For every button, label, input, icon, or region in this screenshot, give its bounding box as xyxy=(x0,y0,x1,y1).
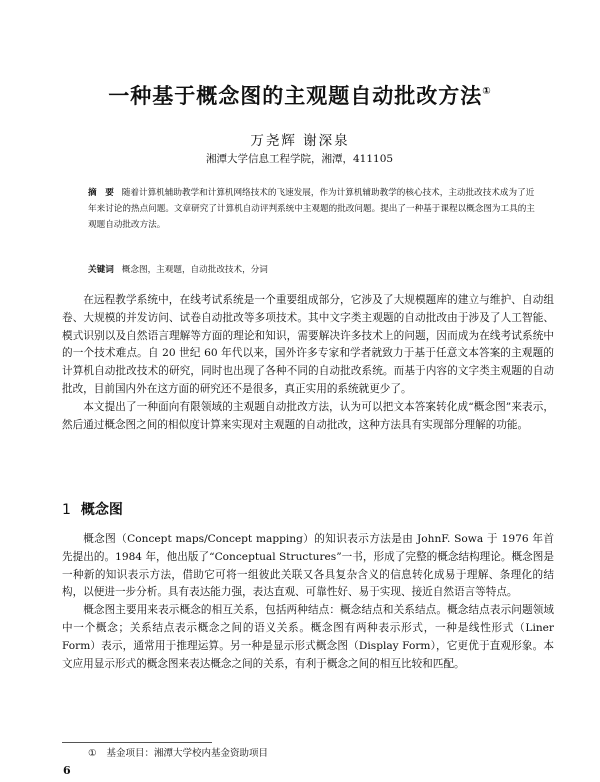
keywords-label: 关键词 xyxy=(88,265,114,275)
section-number: 1 xyxy=(62,502,71,518)
paper-title xyxy=(0,80,600,110)
section-heading xyxy=(62,499,123,519)
authors: 万尧辉 谢深泉 xyxy=(250,133,350,149)
abstract-text: 随着计算机辅助教学和计算机网络技术的飞速发展，作为计算机辅助教学的核心技术，主动批改技术成为了近年来讨论的热点问题。文章研究了计算机自动评判系统中主观题的批改问题。提出了一种基于课程以概念图为工具的主观题自动批改方法。 xyxy=(88,188,535,230)
section-title: 概念图 xyxy=(80,502,123,518)
footnote-text: 基金项目：湘潭大学校内基金资助项目 xyxy=(106,748,269,759)
keywords xyxy=(88,262,538,278)
section-paragraph: 概念图主要用来表示概念的相互关系，包括两种结点：概念结点和关系结点。概念结点表示问题领域中一个概念；关系结点表示概念之间的语义关系。概念图有两种表示形式，一种是线性形式（Liner Form）表示，通常用于推理运算。另一种是显示形式概念图（Display Form），它更优于直观形象。本文应用显示形式的概念图来表达概念之间的关系，有利于概念之间的相互比较和匹配。 xyxy=(62,604,554,670)
introduction xyxy=(62,292,554,434)
intro-paragraph: 本文提出了一种面向有限领域的主观题自动批改方法，认为可以把文本答案转化成“概念图”来表示，然后通过概念图之间的相似度计算来实现对主观题的自动批改，这种方法具有实现部分理解的功能。 xyxy=(62,400,554,431)
keywords-text: 概念图，主观题，自动批改技术，分词 xyxy=(121,265,268,275)
section-body xyxy=(62,531,554,673)
footnote-divider xyxy=(62,742,212,743)
abstract-label: 摘 要 xyxy=(88,188,114,198)
section-paragraph: 概念图（Concept maps/Concept mapping）的知识表示方法是由 JohnF. Sowa 于 1976 年首先提出的。1984 年，他出版了“Conceptual Structures”一书，形成了完整的概念结构理论。概念图是一种新的知识表示方法，借助它可将一组彼此关联又各具复杂含义的信息转化成易于理解、条理化的结构，以便进一步分析。具有表达能力强，表达直观、可靠性好、易于实现、接近自然语言等特点。 xyxy=(62,533,554,599)
footnote xyxy=(88,745,268,759)
footnote-mark: ① xyxy=(88,748,97,759)
title-text: 一种基于概念图的主观题自动批改方法 xyxy=(108,84,483,108)
title-footnote-mark: ① xyxy=(482,86,492,97)
intro-paragraph: 在远程教学系统中，在线考试系统是一个重要组成部分，它涉及了大规模题库的建立与维护、自动组卷、大规模的并发访问、试卷自动批改等多项技术。其中文字类主观题的自动批改由于涉及了人工智能、模式识别以及自然语言理解等方面的理论和知识，需要解决许多技术上的问题，因而成为在线考试系统中的一个技术难点。自 20 世纪 60 年代以来，国外许多专家和学者就致力于基于任意文本答案的主观题的计算机自动批改技术的研究，同时也出现了各种不同的自动批改系统。而基于内容的文字类主观题的自动批改，目前国内外在这方面的研究还不是很多，真正实用的系统就更少了。 xyxy=(62,294,554,395)
affiliation: 湘潭大学信息工程学院，湘潭，411105 xyxy=(206,153,394,165)
page-number: 6 xyxy=(63,764,71,777)
abstract xyxy=(88,185,538,233)
